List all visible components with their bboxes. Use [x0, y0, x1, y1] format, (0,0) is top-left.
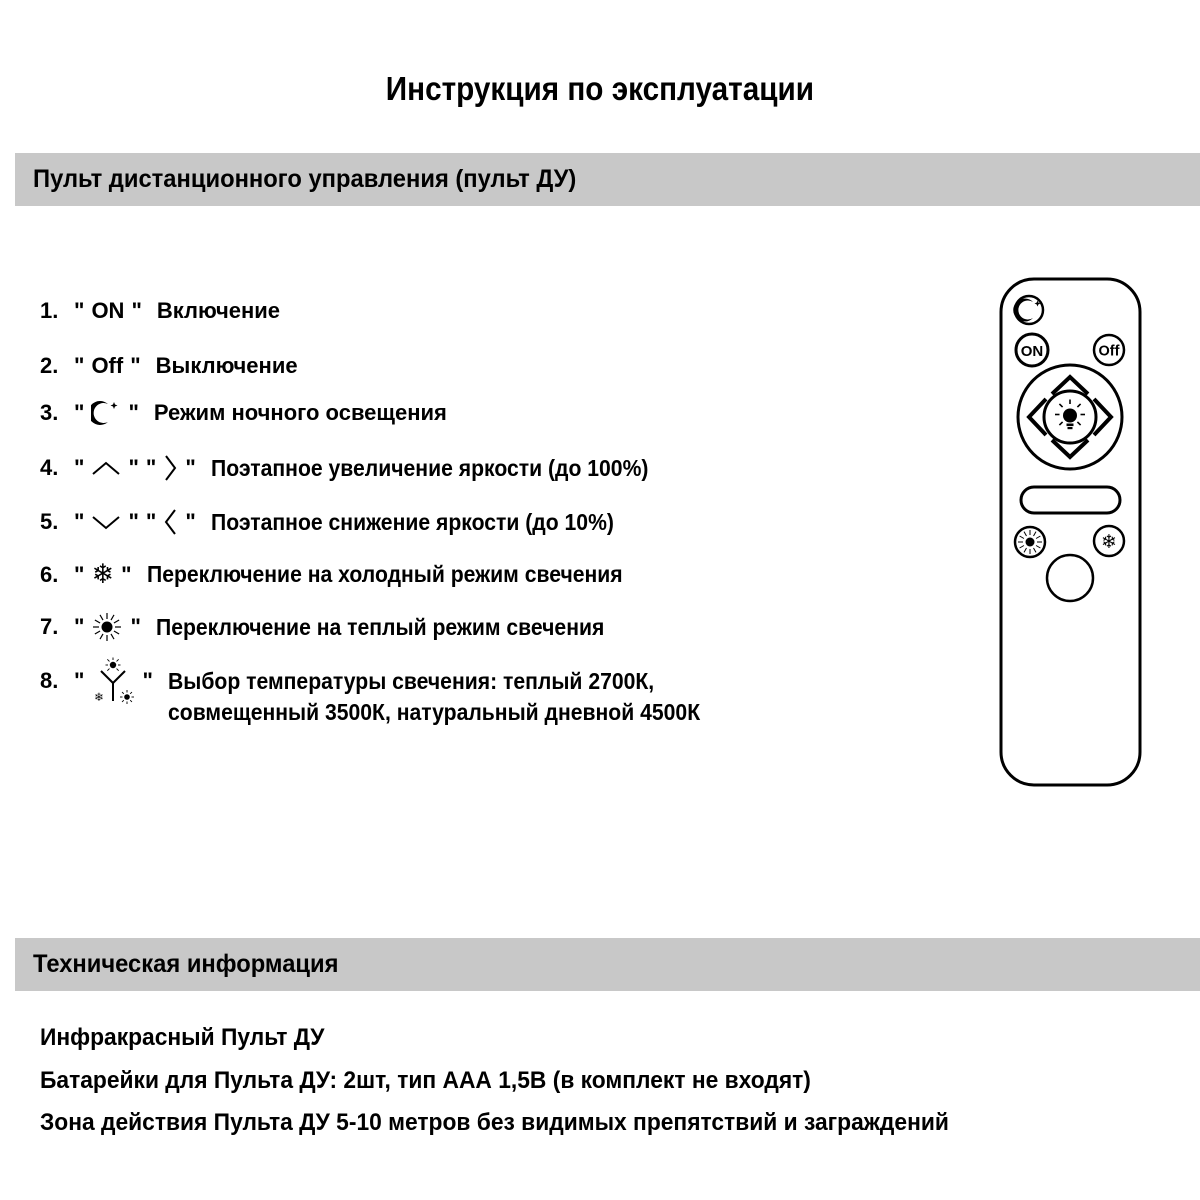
snowflake-icon: ❄: [1101, 531, 1117, 553]
remote-warm-mode-button: [1015, 527, 1045, 557]
item-description: Поэтапное снижение яркости (до 10%): [210, 508, 614, 535]
item-number: 6.: [40, 561, 59, 587]
instruction-item-3: [40, 398, 447, 428]
remote-on-button: [1016, 334, 1048, 366]
item-number: 7.: [40, 614, 59, 639]
quote-mark: ": [74, 561, 85, 587]
chevron-down-icon: [91, 515, 121, 530]
remote-cold-mode-button: [1094, 526, 1124, 556]
item-description: Выключение: [155, 353, 298, 378]
section-header-tech: [15, 938, 1200, 991]
item-description-line2: совмещенный 3500К, натуральный дневной 4500К: [167, 699, 700, 725]
chevron-right-icon: [163, 454, 178, 482]
quote-mark: ": [130, 614, 141, 639]
tech-info-line: Инфракрасный Пульт ДУ: [40, 1024, 325, 1051]
section-header-tech-label: Техническая информация: [33, 950, 339, 978]
warm-sun-icon: [91, 611, 123, 643]
quote-mark: ": [145, 509, 157, 534]
tech-info-line: Зона действия Пульта ДУ 5-10 метров без видимых препятствий и заграждений: [40, 1109, 949, 1136]
chevron-up-icon: [91, 461, 121, 476]
remote-night-mode-button: [1013, 296, 1043, 324]
light-bulb-icon: [1055, 400, 1085, 430]
item-description: [168, 666, 700, 728]
item-number: 2.: [40, 353, 59, 378]
remote-round-blank-button: [1047, 555, 1093, 601]
quote-mark: ": [74, 668, 85, 693]
instruction-item-8: [40, 666, 746, 728]
instruction-item-6: [40, 561, 664, 588]
instruction-item-1: [40, 298, 280, 324]
page-title: [0, 70, 1200, 108]
item-number: 3.: [40, 400, 59, 425]
quote-mark: ": [185, 509, 196, 534]
remote-control-illustration: [999, 277, 1144, 791]
item-description: Поэтапное увеличение яркости (до 100%): [210, 454, 649, 481]
off-label: Off: [91, 353, 124, 378]
item-number: 8.: [40, 668, 59, 693]
quote-mark: ": [74, 509, 85, 534]
on-button-label: ON: [1020, 343, 1044, 360]
quote-mark: ": [74, 353, 85, 378]
moon-star-icon: [91, 398, 121, 428]
page-title-text: Инструкция по эксплуатации: [385, 70, 815, 107]
instruction-item-2: [40, 353, 298, 379]
item-number: 1.: [40, 298, 59, 323]
on-label: ON: [91, 298, 125, 323]
temperature-select-icon: [91, 657, 135, 705]
item-number: 5.: [40, 509, 59, 534]
section-header-remote-label: Пульт дистанционного управления (пульт ДУ): [33, 165, 577, 193]
quote-mark: ": [121, 561, 132, 587]
quote-mark: ": [142, 668, 153, 693]
snowflake-icon: ❄: [91, 559, 115, 590]
quote-mark: ": [128, 455, 139, 480]
quote-mark: ": [185, 455, 196, 480]
snowflake-icon: ❄: [94, 690, 105, 704]
instruction-item-5: [40, 508, 649, 536]
quote-mark: ": [74, 298, 85, 323]
quote-mark: ": [145, 455, 157, 480]
quote-mark: ": [128, 400, 139, 425]
remote-off-button: [1094, 335, 1124, 365]
instruction-item-4: [40, 454, 686, 482]
section-header-remote: [15, 153, 1200, 206]
chevron-left-icon: [163, 508, 178, 536]
quote-mark: ": [74, 455, 85, 480]
quote-mark: ": [131, 298, 142, 323]
off-button-label: Off: [1098, 343, 1120, 360]
item-description: Включение: [156, 298, 281, 323]
remote-brightness-dpad: [1018, 365, 1122, 469]
quote-mark: ": [74, 614, 85, 639]
item-description: Режим ночного освещения: [153, 400, 447, 425]
item-number: 4.: [40, 455, 59, 480]
quote-mark: ": [128, 509, 139, 534]
item-description-line1: Выбор температуры свечения: теплый 2700К,: [167, 668, 655, 694]
instruction-item-7: [40, 611, 643, 643]
tech-info-line: Батарейки для Пульта ДУ: 2шт, тип ААА 1,5В (в комплект не входят): [40, 1067, 811, 1094]
quote-mark: ": [130, 353, 141, 378]
item-description: Переключение на холодный режим свечения: [146, 561, 623, 587]
remote-blank-pill-button: [1021, 487, 1120, 513]
item-description: Переключение на теплый режим свечения: [155, 613, 605, 640]
quote-mark: ": [74, 400, 85, 425]
